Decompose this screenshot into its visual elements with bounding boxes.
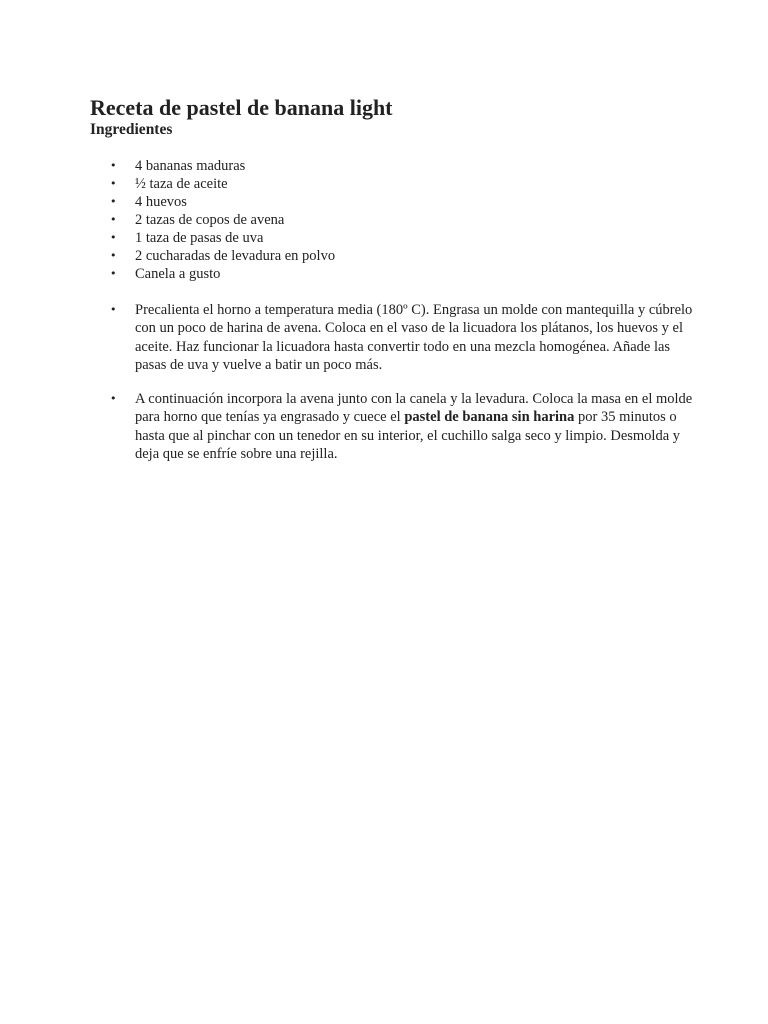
section-heading-ingredients: Ingredientes (90, 121, 173, 138)
list-item: • 4 huevos (90, 193, 710, 211)
instructions-list-step-2 (90, 390, 700, 463)
step2-text-before: A continuación incorpora la avena junto con la canela y la levadura. Coloca la masa en el molde para horno que tenías ya engrasado y cuece el (135, 391, 693, 426)
list-item: • 2 cucharadas de levadura en polvo (90, 247, 710, 265)
list-item: • 1 taza de pasas de uva (90, 229, 710, 247)
ingredients-list (90, 157, 710, 283)
page-title: Receta de pastel de banana light (90, 95, 393, 120)
list-item: • 4 bananas maduras (90, 157, 710, 175)
list-item: • Canela a gusto (90, 265, 710, 283)
step2-bold-text: pastel de banana sin harina (404, 409, 575, 426)
instruction-step-2 (90, 390, 700, 463)
list-item: • 2 tazas de copos de avena (90, 211, 710, 229)
step2-text-after: por 35 minutos o hasta que al pinchar con un tenedor en su interior, el cuchillo salga seco y limpio. Desmolda y deja que se enfríe sobre una rejilla. (135, 409, 681, 462)
list-item: • ½ taza de aceite (90, 175, 710, 193)
instruction-step-1: • Precalienta el horno a temperatura media (180º C). Engrasa un molde con mantequilla y cúbrelo con un poco de harina de avena. Coloca en el vaso de la licuadora los plátanos, los huevos y el aceite. Haz funcionar la licuadora hasta convertir todo en una mezcla homogénea. Añade las pasas de uva y vuelve a batir un poco más. (90, 301, 700, 374)
instructions-list-step-1 (90, 301, 700, 374)
